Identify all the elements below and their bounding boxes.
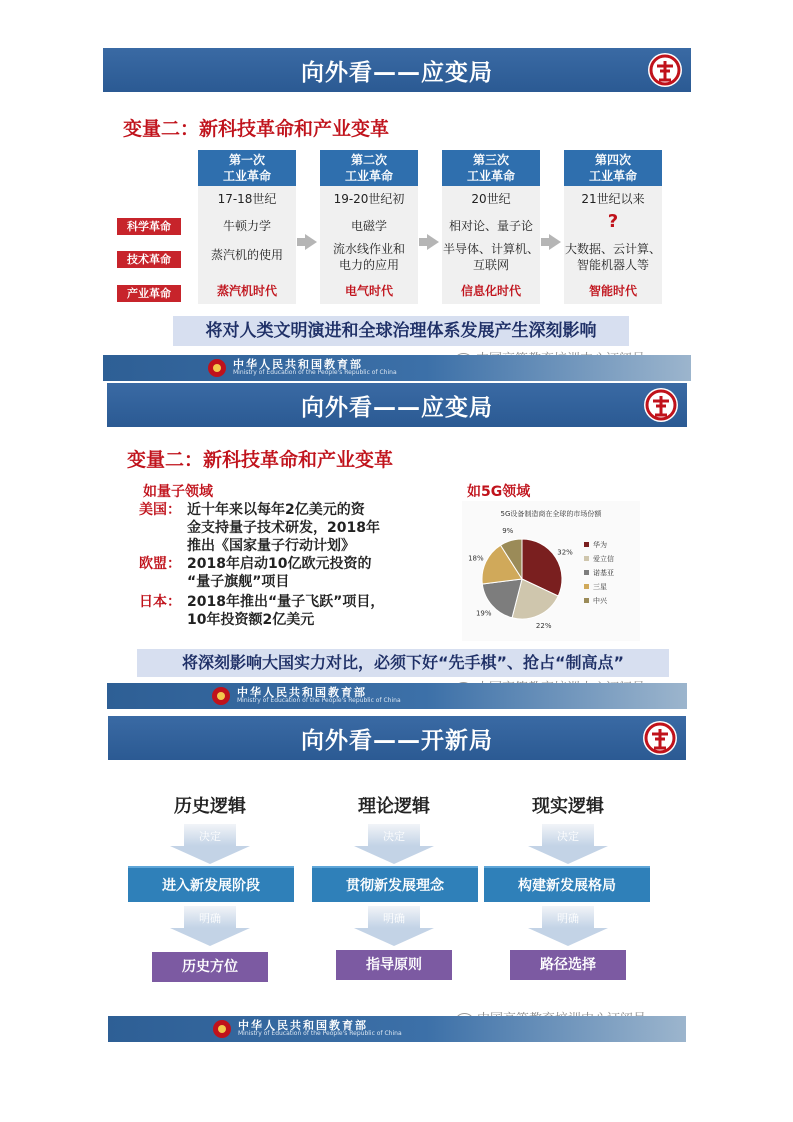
slide-1 (103, 48, 691, 381)
g5-heading: 如5G领域 (467, 484, 531, 500)
slide-title-bar (108, 716, 686, 760)
slide-footer (108, 1016, 686, 1042)
revolution-3-label: 工业革命 (466, 169, 515, 183)
revolution-4-tech-line2: 智能机器人等 (576, 258, 649, 272)
revolution-1-column (198, 186, 296, 304)
revolution-2-science: 电磁学 (350, 219, 387, 233)
revolution-3-column (442, 186, 540, 304)
row-label-tech: 技术革命 (117, 251, 181, 268)
clarify-label: 明确 (383, 912, 405, 925)
eu-label: 欧盟： (139, 556, 181, 572)
university-emblem-icon (642, 720, 678, 756)
revolution-3-tech-line1: 半导体、计算机、 (442, 242, 539, 256)
decide-label: 决定 (557, 830, 579, 843)
usa-label: 美国： (139, 502, 181, 518)
slide-title: 向外看——应变局 (301, 60, 493, 86)
revolution-2-label: 工业革命 (344, 169, 393, 183)
revolution-1-tech-line1: 蒸汽机的使用 (210, 248, 283, 262)
slide-2 (107, 383, 687, 710)
down-arrow-tip (354, 846, 434, 864)
logic-reality-result: 路径选择 (510, 950, 626, 980)
national-emblem-icon (211, 686, 231, 706)
revolution-1-header (198, 150, 296, 186)
revolution-2-tech-line2: 电力的应用 (338, 258, 399, 272)
ministry-name-en: Ministry of Education of the People's Republic of China (233, 369, 397, 376)
eu-line-2: “量子旗舰”项目 (187, 574, 290, 590)
down-arrow-tip (170, 928, 250, 946)
usa-line-3: 推出《国家量子行动计划》 (187, 538, 355, 554)
impact-banner: 将对人类文明演进和全球治理体系发展产生深刻影响 (173, 316, 629, 346)
decide-label: 决定 (199, 830, 221, 843)
pie-value-label: 18% (468, 554, 484, 563)
national-emblem-icon (207, 358, 227, 378)
revolution-4-ordinal: 第四次 (594, 153, 631, 167)
revolution-3-period: 20世纪 (471, 192, 511, 206)
revolution-4-label: 工业革命 (588, 169, 637, 183)
revolution-1-ordinal: 第一次 (228, 153, 265, 167)
legend-label: 中兴 (593, 597, 607, 605)
chart-title: 5G设备制造商在全球的市场份额 (500, 510, 602, 518)
logic-reality-title: 现实逻辑 (532, 796, 604, 817)
legend-label: 爱立信 (593, 555, 614, 563)
pie-value-label: 32% (557, 548, 573, 557)
ministry-name: 中华人民共和国教育部 (237, 686, 367, 699)
slide-footer (107, 683, 687, 709)
revolution-2-header (320, 150, 418, 186)
revolution-4-science: ? (607, 211, 619, 232)
revolution-3-era: 信息化时代 (460, 284, 521, 298)
down-arrow-tip (528, 928, 608, 946)
revolution-1-era: 蒸汽机时代 (216, 284, 277, 298)
national-emblem-icon (212, 1019, 232, 1039)
revolution-4-tech-line1: 大数据、云计算、 (564, 242, 661, 256)
ministry-name: 中华人民共和国教育部 (233, 358, 363, 371)
logic-theory-result: 指导原则 (336, 950, 452, 980)
logic-history-stage: 进入新发展阶段 (128, 866, 294, 902)
japan-line-1: 2018年推出“量子飞跃”项目， (187, 594, 385, 610)
university-emblem-icon (643, 387, 679, 423)
pie-value-label: 9% (502, 527, 514, 536)
revolution-1-period: 17-18世纪 (217, 192, 277, 206)
ministry-name: 中华人民共和国教育部 (238, 1019, 368, 1032)
legend-swatch (584, 542, 589, 547)
arrow-right-icon (305, 234, 317, 250)
down-arrow-tip (170, 846, 250, 864)
pie-value-label: 19% (475, 609, 492, 618)
japan-label: 日本： (139, 594, 181, 610)
revolution-2-tech-line1: 流水线作业和 (332, 242, 405, 256)
legend-label: 三星 (593, 583, 607, 591)
legend-swatch (584, 584, 589, 589)
revolution-3-header (442, 150, 540, 186)
arrow-right-icon (427, 234, 439, 250)
revolution-4-period: 21世纪以来 (581, 192, 645, 206)
slide-title-bar (103, 48, 691, 92)
slide-3 (108, 716, 686, 1042)
slide-subtitle: 变量二：新科技革命和产业变革 (127, 449, 394, 471)
impact-banner: 将深刻影响大国实力对比，必须下好“先手棋”、抢占“制高点” (137, 649, 669, 677)
down-arrow-tip (354, 928, 434, 946)
ministry-name-en: Ministry of Education of the People's Republic of China (238, 1030, 402, 1037)
revolution-2-ordinal: 第二次 (350, 153, 387, 167)
eu-line-1: 2018年启动10亿欧元投资的 (187, 556, 372, 572)
revolution-4-era: 智能时代 (588, 284, 637, 298)
slide-title: 向外看——开新局 (301, 728, 493, 754)
pie-value-label: 22% (535, 622, 552, 631)
logic-theory-stage: 贯彻新发展理念 (312, 866, 478, 902)
revolution-3-science: 相对论、量子论 (448, 219, 533, 233)
slide-subtitle: 变量二：新科技革命和产业变革 (123, 118, 390, 140)
decide-label: 决定 (383, 830, 405, 843)
row-label-science: 科学革命 (117, 218, 181, 235)
pie-chart (462, 501, 640, 641)
revolution-1-science: 牛顿力学 (222, 219, 271, 233)
slide-title: 向外看——应变局 (301, 395, 493, 421)
university-emblem-icon (647, 52, 683, 88)
logic-reality-stage: 构建新发展格局 (484, 866, 650, 902)
legend-label: 诺基亚 (593, 569, 614, 577)
usa-line-2: 金支持量子技术研发，2018年 (187, 520, 380, 536)
revolution-2-column (320, 186, 418, 304)
clarify-label: 明确 (199, 912, 221, 925)
usa-line-1: 近十年来以每年2亿美元的资 (187, 502, 365, 518)
revolution-4-column (564, 186, 662, 304)
quantum-heading: 如量子领域 (143, 484, 213, 500)
logic-theory-title: 理论逻辑 (358, 796, 430, 817)
clarify-label: 明确 (557, 912, 579, 925)
slide-title-bar (107, 383, 687, 427)
legend-swatch (584, 598, 589, 603)
legend-swatch (584, 556, 589, 561)
row-label-industry: 产业革命 (117, 285, 181, 302)
down-arrow-tip (528, 846, 608, 864)
slide-footer (103, 355, 691, 381)
japan-line-2: 10年投资额2亿美元 (187, 612, 315, 628)
revolution-1-label: 工业革命 (222, 169, 271, 183)
revolution-3-tech-line2: 互联网 (472, 258, 509, 272)
revolution-2-period: 19-20世纪初 (333, 192, 405, 206)
ministry-name-en: Ministry of Education of the People's Republic of China (237, 697, 401, 704)
revolution-3-ordinal: 第三次 (472, 153, 509, 167)
logic-history-result: 历史方位 (152, 952, 268, 982)
legend-label: 华为 (593, 541, 607, 549)
market-share-chart (462, 501, 640, 641)
revolution-2-era: 电气时代 (344, 284, 393, 298)
logic-history-title: 历史逻辑 (174, 796, 246, 817)
revolution-4-header (564, 150, 662, 186)
legend-swatch (584, 570, 589, 575)
arrow-right-icon (549, 234, 561, 250)
